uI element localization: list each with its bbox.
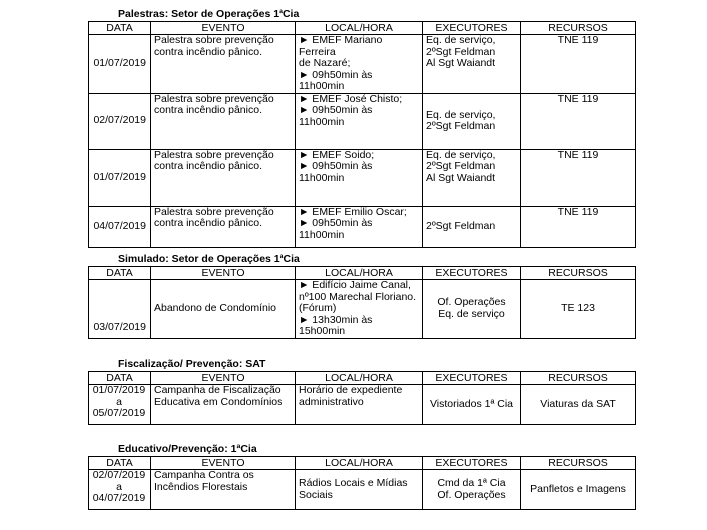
header-executores: EXECUTORES	[423, 372, 521, 385]
event-line: Palestra sobre prevenção	[154, 34, 274, 46]
date-line: 04/07/2019	[92, 492, 146, 504]
exec-cell	[423, 149, 521, 206]
header-data: DATA	[89, 267, 151, 280]
section-title: Educativo/Prevenção: 1ªCia	[118, 443, 257, 455]
local-line: ► 09h50min às 11h00min	[299, 104, 373, 128]
header-evento: EVENTO	[151, 22, 296, 35]
event-cell	[151, 385, 296, 425]
resource-cell: TNE 119	[521, 149, 636, 206]
header-recursos: RECURSOS	[521, 267, 636, 280]
date-line: 01/07/2019	[92, 384, 146, 396]
resource-cell: TNE 119	[521, 93, 636, 149]
exec-line: Eq. de serviço	[438, 307, 505, 320]
exec-cell	[423, 385, 521, 425]
table-row	[89, 149, 636, 206]
resource-cell: TNE 119	[521, 206, 636, 247]
header-data: DATA	[89, 457, 151, 470]
header-evento: EVENTO	[151, 372, 296, 385]
local-cell	[296, 35, 423, 94]
resource-cell: TNE 119	[521, 35, 636, 94]
table-row	[89, 206, 636, 247]
header-local-hora: LOCAL/HORA	[296, 372, 423, 385]
local-cell	[296, 470, 423, 510]
section-title: Palestras: Setor de Operações 1ªCia	[118, 8, 300, 20]
header-recursos: RECURSOS	[521, 457, 636, 470]
exec-cell	[423, 35, 521, 94]
event-line: contra incêndio pânico.	[154, 45, 262, 58]
exec-line: Al Sgt Waiandt	[426, 57, 496, 69]
local-line: ► EMEF José Chisto;	[299, 93, 403, 105]
event-line: Palestra sobre prevenção	[154, 93, 274, 105]
header-executores: EXECUTORES	[423, 457, 521, 470]
date-cell	[89, 385, 151, 425]
local-line: administrativo	[299, 395, 364, 408]
local-line: ► EMEF Emilio Oscar;	[299, 206, 407, 218]
event-cell	[151, 35, 296, 94]
exec-line: 2ºSgt Feldman	[426, 219, 496, 232]
simulado-table	[88, 266, 636, 339]
date-cell: 02/07/2019	[89, 93, 151, 149]
header-executores: EXECUTORES	[423, 22, 521, 35]
exec-cell	[423, 280, 521, 339]
date-cell	[89, 470, 151, 510]
exec-line: Eq. de serviço,	[426, 34, 496, 46]
local-cell	[296, 149, 423, 206]
header-local-hora: LOCAL/HORA	[296, 267, 423, 280]
table-row	[89, 470, 636, 510]
date-line: 05/07/2019	[92, 407, 146, 419]
local-cell	[296, 93, 423, 149]
table-row	[89, 280, 636, 339]
local-cell	[296, 280, 423, 339]
event-line: Palestra sobre prevenção	[154, 206, 274, 218]
event-line: Abandono de Condomínio	[154, 302, 277, 314]
local-line: nº100 Marechal Floriano.	[299, 290, 417, 303]
section-title: Simulado: Setor de Operações 1ªCia	[118, 253, 300, 265]
date-cell: 01/07/2019	[89, 149, 151, 206]
exec-line: Cmd da 1ª Cia	[437, 477, 506, 489]
exec-line: Of. Operações	[437, 488, 506, 501]
local-line: ► EMEF Soido;	[299, 149, 375, 161]
exec-line: 2ºSgt Feldman	[426, 120, 496, 132]
local-line: de Nazaré;	[299, 57, 351, 69]
date-line: a	[116, 395, 122, 408]
exec-line: 2ºSgt Feldman	[426, 160, 496, 172]
event-line: contra incêndio pânico.	[154, 104, 262, 116]
exec-line: Eq. de serviço,	[426, 149, 496, 161]
event-line: Campanha de Fiscalização	[154, 384, 281, 396]
exec-line: 2ºSgt Feldman	[426, 45, 496, 58]
event-line: Educativa em Condomínios	[154, 395, 283, 408]
resource-cell: Panfletos e Imagens	[521, 470, 636, 510]
header-row	[89, 267, 636, 280]
section-title: Fiscalização/ Prevenção: SAT	[118, 358, 266, 370]
exec-cell	[423, 470, 521, 510]
event-cell	[151, 93, 296, 149]
header-evento: EVENTO	[151, 457, 296, 470]
exec-line: Al Sgt Waiandt	[426, 171, 496, 184]
local-line: Rádios Locais e Mídias	[299, 477, 408, 489]
local-line: Sociais	[299, 488, 333, 501]
header-recursos: RECURSOS	[521, 22, 636, 35]
event-cell	[151, 280, 296, 339]
date-line: a	[116, 480, 122, 493]
fiscalizacao-table	[88, 371, 636, 425]
exec-line: Vistoriados 1ª Cia	[429, 397, 514, 410]
palestras-table	[88, 21, 636, 248]
header-local-hora: LOCAL/HORA	[296, 22, 423, 35]
local-cell	[296, 385, 423, 425]
table-row	[89, 385, 636, 425]
event-cell	[151, 206, 296, 247]
event-cell	[151, 470, 296, 510]
local-line: (Fórum)	[299, 302, 337, 314]
header-row	[89, 457, 636, 470]
date-cell: 03/07/2019	[89, 280, 151, 339]
header-local-hora: LOCAL/HORA	[296, 457, 423, 470]
header-recursos: RECURSOS	[521, 372, 636, 385]
local-line: ► EMEF Mariano Ferreira	[299, 34, 383, 58]
header-data: DATA	[89, 22, 151, 35]
resource-cell: TE 123	[521, 280, 636, 339]
date-cell: 04/07/2019	[89, 206, 151, 247]
exec-line: Of. Operações	[437, 296, 506, 309]
exec-cell	[423, 206, 521, 247]
local-line: ► 09h50min às 11h00min	[299, 68, 373, 92]
exec-line: Eq. de serviço,	[426, 108, 496, 121]
header-row	[89, 22, 636, 35]
event-line: Campanha Contra os	[154, 469, 254, 481]
table-row	[89, 93, 636, 149]
event-line: Incêndios Florestais	[154, 480, 248, 493]
educativo-table	[88, 456, 636, 510]
local-cell	[296, 206, 423, 247]
local-line: ► 09h50min às 11h00min	[299, 160, 373, 184]
event-line: Palestra sobre prevenção	[154, 149, 274, 161]
resource-cell: Viaturas da SAT	[521, 385, 636, 425]
event-cell	[151, 149, 296, 206]
header-evento: EVENTO	[151, 267, 296, 280]
header-data: DATA	[89, 372, 151, 385]
local-line: ► 13h30min às 15h00min	[299, 313, 373, 337]
date-cell: 01/07/2019	[89, 35, 151, 94]
local-line: ► Edifício Jaime Canal,	[299, 279, 411, 291]
table-row	[89, 35, 636, 94]
local-line: ► 09h50min às 11h00min	[299, 217, 373, 241]
exec-cell	[423, 93, 521, 149]
date-line: 02/07/2019	[92, 469, 146, 481]
event-line: contra incêndio pânico.	[154, 217, 262, 229]
event-line: contra incêndio pânico.	[154, 160, 262, 172]
local-line: Horário de expediente	[299, 384, 403, 396]
header-executores: EXECUTORES	[423, 267, 521, 280]
header-row	[89, 372, 636, 385]
